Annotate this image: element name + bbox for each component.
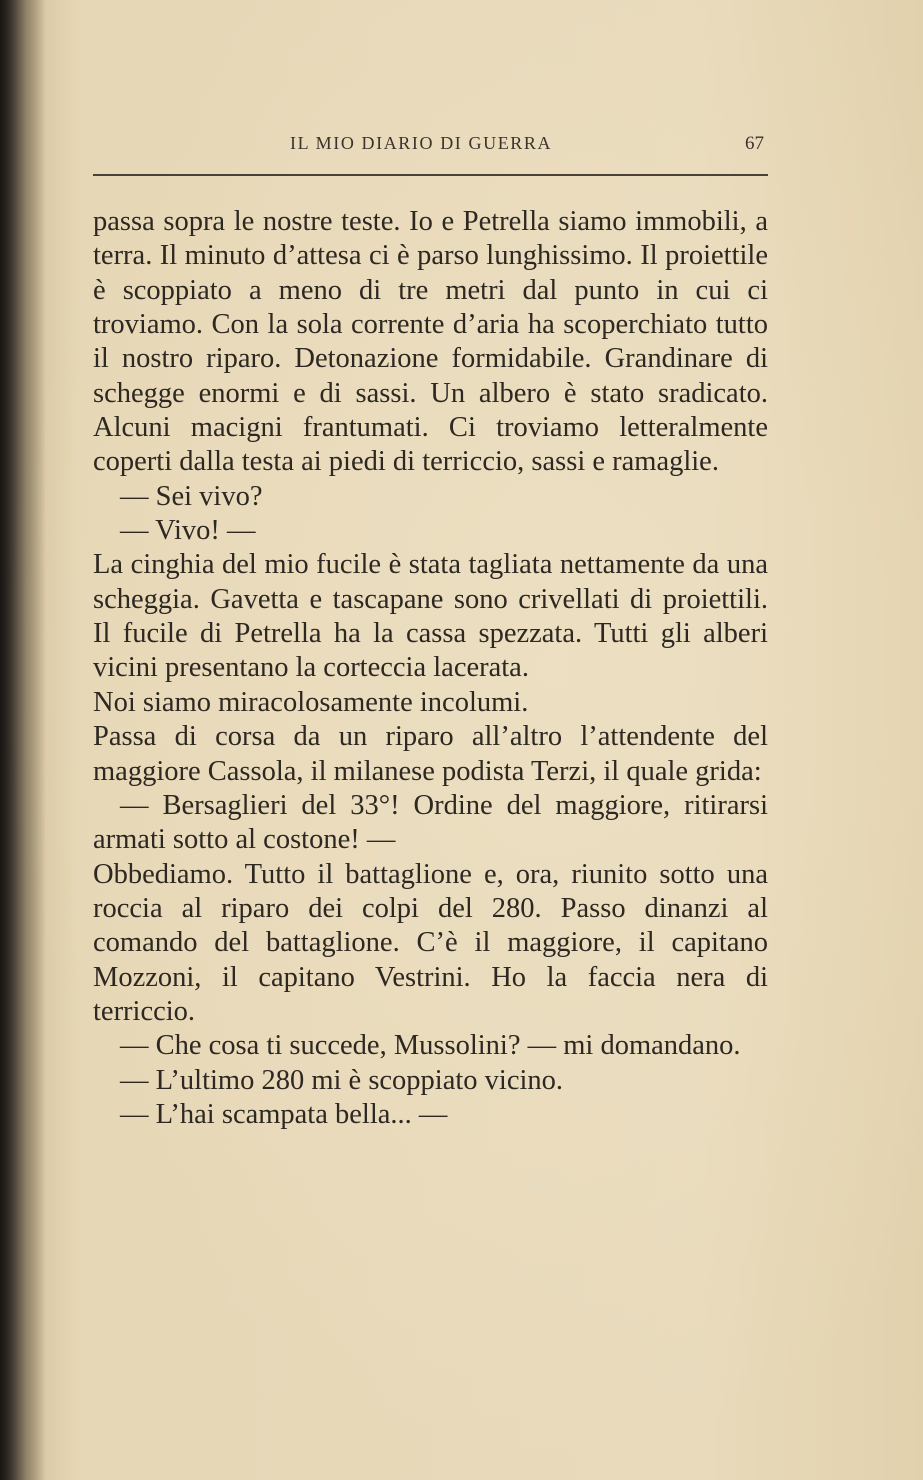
paragraph-4: Passa di corsa da un riparo all’altro l’attendente del maggiore Cassola, il milanese podista Terzi, il quale grida: <box>93 721 768 787</box>
paragraph-1: passa sopra le nostre teste. Io e Petrella siamo immobili, a terra. Il minuto d’attesa ci è parso lunghissimo. Il proiettile è scoppiato a meno di tre metri dal punto in cui ci troviamo. Con la sola corrente d’aria ha scoperchiato tutto il nostro riparo. Detonazione formidabile. Grandinare di schegge enormi e di sassi. Un albero è stato sradicato. Alcuni macigni frantumati. Ci troviamo letteralmente coperti dalla testa ai piedi di terriccio, sassi e ramaglie. <box>93 206 768 478</box>
header-rule <box>93 174 768 176</box>
running-header <box>93 133 768 159</box>
paragraph-2: La cinghia del mio fucile è stata tagliata nettamente da una scheggia. Gavetta e tascapane sono crivellati di proiettili. Il fucile di Petrella ha la cassa spezzata. Tutti gli alberi vicini presentano la corteccia lacerata. <box>93 549 768 684</box>
running-title: IL MIO DIARIO DI GUERRA <box>290 133 553 153</box>
paragraph-5: Obbediamo. Tutto il battaglione e, ora, riunito sotto una roccia al riparo dei colpi del 280. Passo dinanzi al comando del battaglione. C’è il maggiore, il capitano Mozzoni, il capitano Vestrini. Ho la faccia nera di terriccio. <box>93 858 768 1027</box>
dialogue-line-4: — Che cosa ti succede, Mussolini? — mi domandano. <box>120 1030 741 1062</box>
paragraph-3: Noi siamo miracolosamente incolumi. <box>93 686 529 718</box>
dialogue-line-6: — L’hai scampata bella... — <box>120 1098 448 1130</box>
body-text <box>93 205 768 1132</box>
dialogue-line-3: — Bersaglieri del 33°! Ordine del maggiore, ritirarsi armati sotto al costone! — <box>93 789 768 856</box>
binding-gutter <box>0 0 46 1480</box>
dialogue-line-5: — L’ultimo 280 mi è scoppiato vicino. <box>120 1064 564 1096</box>
dialogue-line-1: — Sei vivo? <box>120 480 263 512</box>
page-number: 67 <box>745 133 764 154</box>
dialogue-line-2: — Vivo! — <box>120 515 256 547</box>
